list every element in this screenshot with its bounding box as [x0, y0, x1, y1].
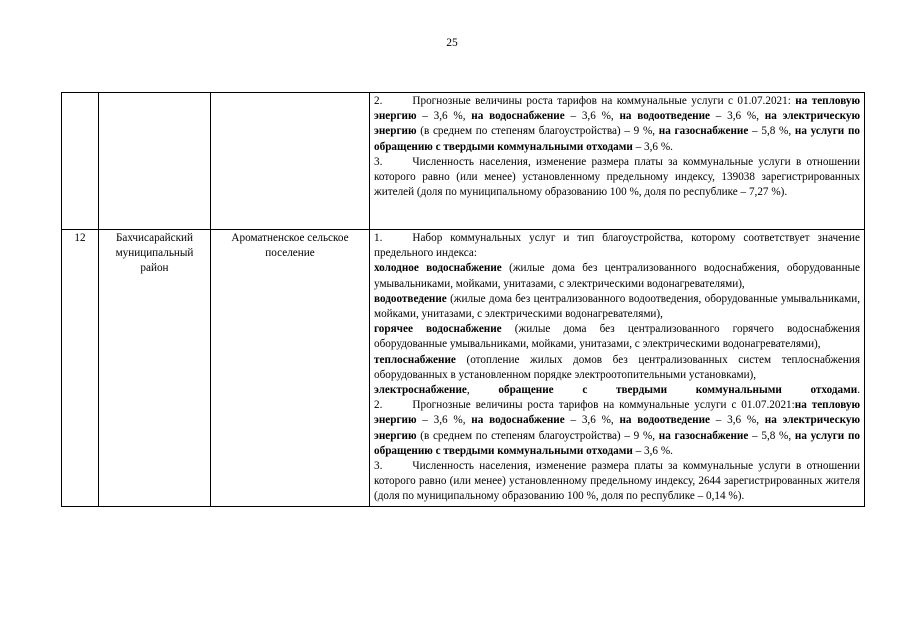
heating-paragraph: теплоснабжение (отопление жилых домов без централизованных систем теплоснабжения оборудованных в установленном порядке электроотопительными установками),	[374, 353, 860, 381]
electricity-paragraph: электроснабжение, обращение с твердыми коммунальными отходами.	[374, 384, 860, 397]
drainage-paragraph: водоотведение (жилые дома без централизованного водоотведения, оборудованные умывальниками, мойками, унитазами, с электрическими водонагревателями),	[374, 292, 860, 321]
table-row	[62, 230, 865, 507]
population-paragraph: 3. Численность населения, изменение размера платы за коммунальные услуги в отношении которого равно (или менее) установленному предельному индексу, 139038 зарегистрированных жителей (доля по муниципальному образованию 100 %, доля по республике – 7,27 %).	[374, 155, 860, 199]
services-paragraph: 1. Набор коммунальных услуг и тип благоустройства, которому соответствует значение предельного индекса:	[374, 232, 860, 260]
table-row	[62, 93, 865, 230]
district-cell	[99, 93, 211, 230]
population-paragraph: 3. Численность населения, изменение размера платы за коммунальные услуги в отношении которого равно (или менее) установленному предельному индексу, 2644 зарегистрированных жителя (доля по муниципальному образованию 100 %, доля по республике – 0,14 %).	[374, 460, 860, 503]
settlement-cell	[211, 93, 370, 230]
info-cell	[370, 230, 865, 507]
tariffs-paragraph: 2. Прогнозные величины роста тарифов на коммунальные услуги с 01.07.2021: на тепловую энергию – 3,6 %, на водоснабжение – 3,6 %, на водоотведение – 3,6 %, на электрическую энергию (в среднем по степеням благоустройства) – 9 %, на газоснабжение – 5,8 %, на услуги по обращению с твердыми коммунальными отходами – 3,6 %.	[374, 95, 861, 153]
info-cell	[370, 93, 865, 230]
tariff-table	[61, 92, 865, 507]
hot-water-paragraph: горячее водоснабжение (жилые дома без централизованного горячего водоснабжения оборудованные умывальниками, мойками, унитазами, с электрическими водонагревателями),	[374, 323, 860, 351]
row-number-cell	[62, 93, 99, 230]
settlement-cell: Ароматненское сельское поселение	[211, 230, 370, 507]
cold-water-paragraph: холодное водоснабжение (жилые дома без централизованного водоснабжения, оборудованные умывальниками, мойками, унитазами, с электрическими водонагревателями),	[374, 262, 860, 290]
page-number: 25	[446, 37, 458, 49]
tariffs-paragraph: 2. Прогнозные величины роста тарифов на коммунальные услуги с 01.07.2021:на тепловую энергию – 3,6 %, на водоснабжение – 3,6 %, на водоотведение – 3,6 %, на электрическую энергию (в среднем по степеням благоустройства) – 9 %, на газоснабжение – 5,8 %, на услуги по обращению с твердыми коммунальными отходами – 3,6 %.	[374, 399, 861, 457]
district-cell: Бахчисарайский муниципальный район	[99, 230, 211, 507]
row-number-cell: 12	[62, 230, 99, 507]
